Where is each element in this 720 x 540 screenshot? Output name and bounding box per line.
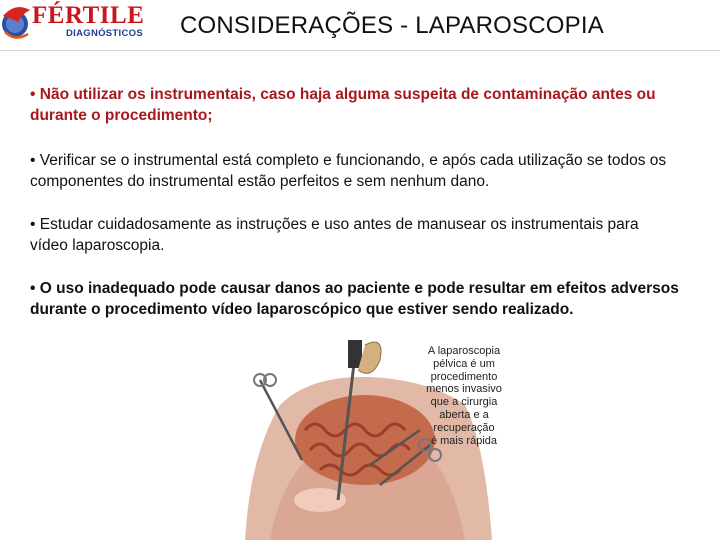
company-logo bbox=[0, 2, 160, 44]
bullet-marker: • bbox=[30, 152, 36, 169]
bullet-text: Estudar cuidadosamente as instruções e uso antes de manusear os instrumentais para vídeo laparoscopia. bbox=[30, 216, 639, 254]
bullet-text: Não utilizar os instrumentais, caso haja alguma suspeita de contaminação antes ou durante o procedimento; bbox=[30, 86, 656, 124]
caption-line: é mais rápida bbox=[430, 434, 498, 447]
caption-line: procedimento bbox=[430, 370, 498, 383]
bullet-marker: • bbox=[30, 280, 36, 297]
header-divider bbox=[0, 50, 720, 51]
bullet-marker: • bbox=[30, 216, 36, 233]
slide-title: CONSIDERAÇÕES - LAPAROSCOPIA bbox=[180, 12, 604, 39]
caption-line: menos invasivo bbox=[426, 383, 502, 396]
caption-line: pélvica é um bbox=[433, 357, 495, 370]
bullet-item-2 bbox=[30, 150, 680, 192]
bullet-text: Verificar se o instrumental está completo e funcionando, e após cada utilização se todos os componentes do instrumental estão perfeitos e sem nenhum dano. bbox=[30, 152, 667, 190]
logo-subtitle: DIAGNÓSTICOS bbox=[66, 28, 143, 39]
bullet-item-1 bbox=[30, 84, 680, 126]
caption-line: aberta e a bbox=[439, 408, 489, 421]
logo-emblem bbox=[0, 2, 34, 42]
caption-line: A laparoscopia bbox=[427, 345, 501, 357]
bullet-item-3 bbox=[30, 214, 680, 256]
bullet-item-4 bbox=[30, 278, 680, 320]
logo-brand-name: FÉRTILE bbox=[32, 2, 145, 29]
caption-line: recuperação bbox=[433, 421, 495, 434]
bullet-text: O uso inadequado pode causar danos ao paciente e pode resultar em efeitos adversos durante o procedimento vídeo laparoscópico que estiver sendo realizado. bbox=[30, 280, 679, 318]
illustration-caption bbox=[416, 345, 512, 447]
caption-line: que a cirurgia bbox=[430, 396, 498, 409]
bullet-marker: • bbox=[30, 86, 36, 103]
